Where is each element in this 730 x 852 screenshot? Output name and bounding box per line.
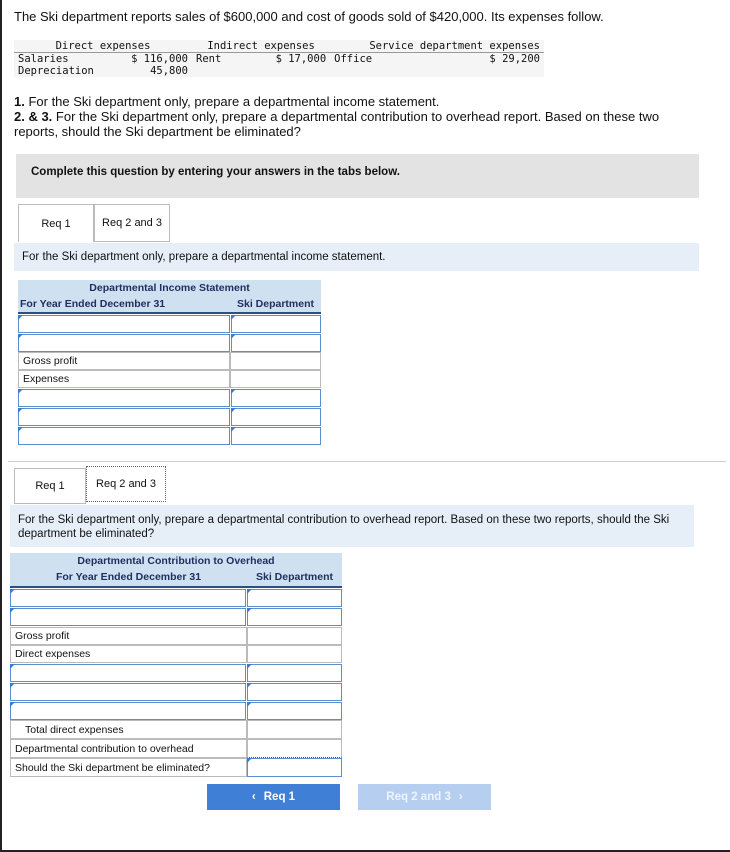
contrib-row5-value-input[interactable] [247,702,342,720]
salaries-label: Salaries [18,53,69,65]
income-col-value: Ski Department [230,296,321,314]
office-value: $ 29,200 [489,53,540,65]
complete-text: Complete this question by entering your answers in the tabs below. [31,166,400,178]
tab-req1-lower[interactable]: Req 1 [14,468,86,504]
income-row4-value-input[interactable] [231,408,321,426]
income-expenses-value [230,370,321,388]
next-req23-button[interactable] [358,784,491,810]
contrib-row3-label-input[interactable] [10,664,246,682]
tab-req2-and-3-lower[interactable]: Req 2 and 3 [86,466,166,502]
depreciation-value: 45,800 [150,65,188,77]
contribution-overhead-value [247,739,342,758]
rent-label: Rent [196,53,222,65]
income-gross-profit-label: Gross profit [18,352,230,370]
next-button-label: Req 2 and 3 [386,791,451,803]
income-row5-value-input[interactable] [231,427,321,445]
prev-button-label: Req 1 [263,791,296,803]
income-col-label: For Year Ended December 31 [18,296,230,314]
salaries-value: $ 116,000 [131,53,188,65]
question-text [14,94,674,139]
income-expenses-label: Expenses [18,370,230,388]
income-row2-value-input[interactable] [231,334,321,352]
income-statement-title: Departmental Income Statement [18,280,321,296]
eliminate-answer-input[interactable] [247,758,342,777]
rent-value: $ 17,000 [275,53,327,65]
contrib-row5-label-input[interactable] [10,702,246,720]
problem-intro: The Ski department reports sales of $600,000 and cost of goods sold of $420,000. Its expenses follow. [14,9,604,24]
indirect-expenses-header: Indirect expenses [192,40,330,53]
req23-instruction: For the Ski department only, prepare a departmental contribution to overhead report. Based on these two reports, should the Ski department be eliminated? [10,505,694,547]
q23-number: 2. & 3. [14,109,53,124]
contrib-gross-profit-label: Gross profit [10,627,247,645]
instructions-banner [16,154,699,198]
income-row2-label-input[interactable] [18,334,230,352]
contribution-title: Departmental Contribution to Overhead [10,553,342,569]
income-row1-value-input[interactable] [231,315,321,333]
expense-table [14,40,544,77]
tab-req2-and-3[interactable]: Req 2 and 3 [94,204,170,242]
contribution-overhead-label: Departmental contribution to overhead [10,739,247,758]
tab-req1[interactable]: Req 1 [18,204,94,242]
contrib-row1-label-input[interactable] [10,589,246,607]
q1-number: 1. [14,94,25,109]
total-direct-expenses-value [247,720,342,739]
total-direct-expenses-label: Total direct expenses [10,720,247,739]
eliminate-question-label: Should the Ski department be eliminated? [10,758,247,777]
contrib-row4-label-input[interactable] [10,683,246,701]
income-row3-label-input[interactable] [18,389,230,407]
income-row5-label-input[interactable] [18,427,230,445]
direct-expenses-header: Direct expenses [14,40,192,53]
contribution-col-value: Ski Department [247,569,342,588]
depreciation-label: Depreciation [18,65,94,77]
contrib-row2-value-input[interactable] [247,608,342,626]
service-expenses-header: Service department expenses [330,40,544,53]
income-gross-profit-value [230,352,321,370]
chevron-left-icon: ‹ [251,791,256,803]
contribution-col-label: For Year Ended December 31 [10,569,247,588]
contrib-row1-value-input[interactable] [247,589,342,607]
contrib-row2-label-input[interactable] [10,608,246,626]
contrib-direct-expenses-label: Direct expenses [10,645,247,663]
contrib-row3-value-input[interactable] [247,664,342,682]
req1-instruction: For the Ski department only, prepare a departmental income statement. [14,243,699,271]
contrib-row4-value-input[interactable] [247,683,342,701]
office-label: Office [334,53,373,65]
prev-req1-button[interactable] [207,784,340,810]
chevron-right-icon: › [458,791,463,803]
q1-text: For the Ski department only, prepare a departmental income statement. [24,94,440,109]
section-divider [8,461,726,462]
income-row1-label-input[interactable] [18,315,230,333]
contrib-gross-profit-value [247,627,342,645]
contrib-direct-expenses-value [247,645,342,663]
income-row4-label-input[interactable] [18,408,230,426]
income-row3-value-input[interactable] [231,389,321,407]
q23-text: For the Ski department only, prepare a departmental contribution to overhead report. Based on these two reports, should the Ski department be eliminated? [14,109,660,139]
